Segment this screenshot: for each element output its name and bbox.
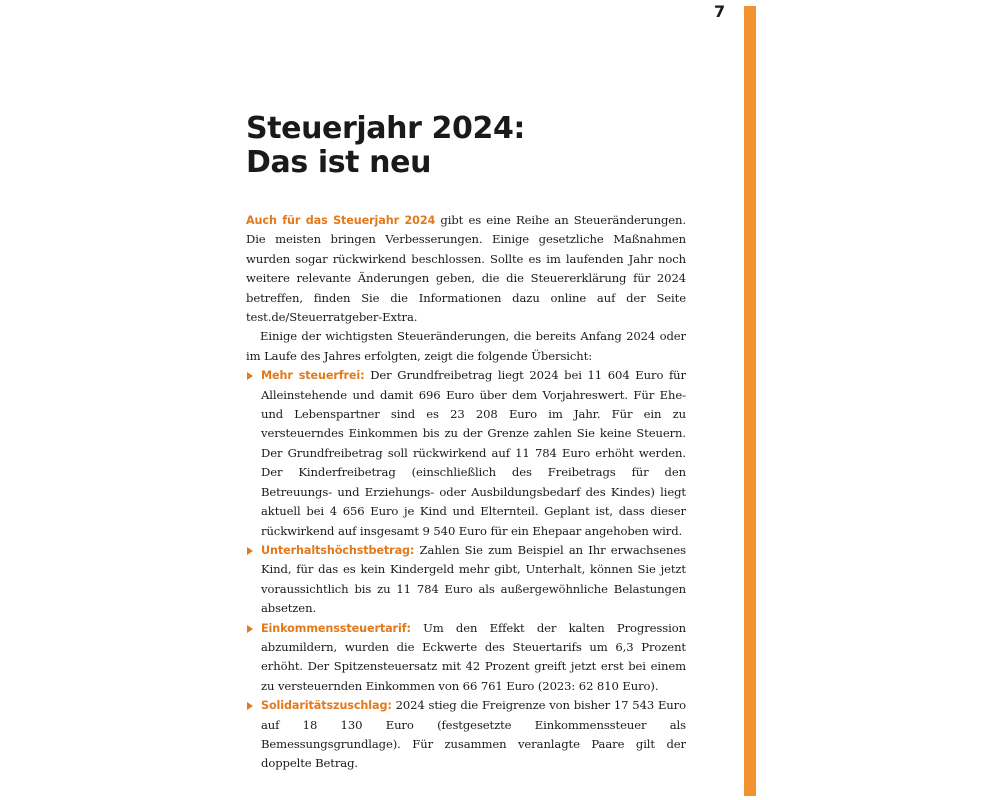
list-item-label: Solidaritätszuschlag:	[261, 699, 392, 713]
page-number: 7	[714, 2, 726, 21]
triangle-bullet-icon	[247, 372, 253, 380]
page-title-line-2: Das ist neu	[246, 145, 432, 180]
intro-paragraph	[246, 211, 686, 327]
overview-paragraph: Einige der wichtigsten Steueränderungen, die bereits Anfang 2024 oder im Laufe des Jahres erfolgten, zeigt die folgende Übersicht:	[246, 329, 686, 363]
list-item-text: Zahlen Sie zum Beispiel an Ihr erwachsenes Kind, für das es kein Kindergeld mehr gibt, Unterhalt, können Sie jetzt voraussichtlich bis zu 11 784 Euro als außergewöhnliche Belastungen absetzen.	[261, 542, 686, 616]
list-item-text: Um den Effekt der kalten Progression abzumildern, wurden die Eckwerte des Steuertarifs um 6,3 Prozent erhöht. Der Spitzensteuersatz mit 42 Prozent greift jetzt erst bei einem zu versteuernden Einkommen von 66 761 Euro (2023: 62 810 Euro).	[261, 620, 686, 693]
list-item-label: Einkommenssteuertarif:	[261, 621, 411, 635]
triangle-bullet-icon	[247, 547, 253, 555]
list-item-label: Mehr steuerfrei:	[261, 369, 365, 383]
page-title	[246, 112, 525, 180]
list-item	[246, 696, 686, 774]
list-item	[246, 541, 686, 619]
body-text	[246, 211, 686, 774]
intro-text: gibt es eine Reihe an Steueränderungen. Die meisten bringen Verbesserungen. Einige gesetzliche Maßnahmen wurden sogar rückwirkend beschlossen. Sollte es im laufenden Jahr noch weitere relevante Änderungen geben, die die Steuererklärung für 2024 betreffen, finden Sie die Informationen dazu online auf der Seite test.de/Steuerratgeber-Extra.	[246, 213, 686, 325]
triangle-bullet-icon	[247, 702, 253, 710]
list-item-text: Der Grundfreibetrag liegt 2024 bei 11 604 Euro für Alleinstehende und damit 696 Euro über dem Vorjahreswert. Für Ehe- und Lebenspartner sind es 23 208 Euro im Jahr. Für ein zu versteuerndes Einkommen bis zu der Grenze zahlen Sie keine Steuern. Der Grundfreibetrag soll rückwirkend auf 11 784 Euro erhöht werden. Der Kinderfreibetrag (einschließlich des Freibetrags für den Betreuungs- und Erziehungs- oder Ausbildungsbedarf des Kindes) liegt aktuell bei 4 656 Euro je Kind und Elternteil. Geplant ist, dass dieser rückwirkend auf insgesamt 9 540 Euro für ein Ehepaar angehoben wird.	[261, 368, 686, 538]
list-item	[246, 619, 686, 697]
list-item-label: Unterhaltshöchstbetrag:	[261, 543, 415, 557]
page-title-line-1: Steuerjahr 2024:	[246, 111, 526, 146]
triangle-bullet-icon	[247, 625, 253, 633]
intro-lead: Auch für das Steuerjahr 2024	[246, 214, 436, 227]
orange-side-bar	[744, 6, 756, 796]
list-item-text: 2024 stieg die Freigrenze von bisher 17 543 Euro auf 18 130 Euro (festgesetzte Einkommenssteuer als Bemessungsgrundlage). Für zusammen veranlagte Paare gilt der doppelte Betrag.	[261, 698, 686, 771]
changes-list	[246, 366, 686, 774]
list-item	[246, 366, 686, 541]
